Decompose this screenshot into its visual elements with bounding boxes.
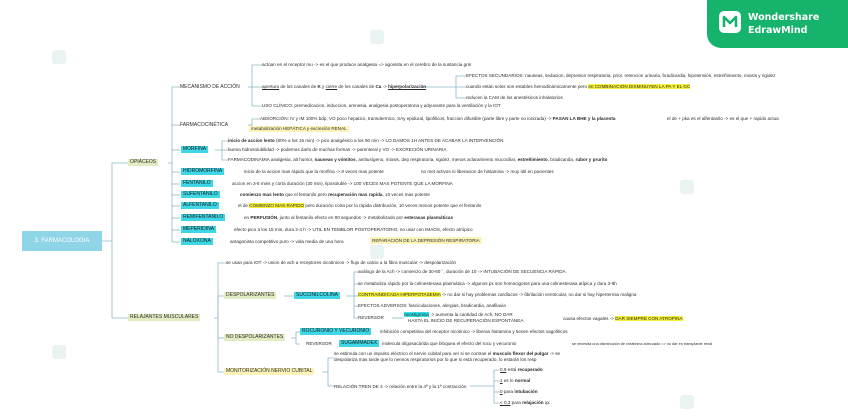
naloxona-note: REPARACIÓN DE LA DEPRESIÓN RESPIRATORIA [372,238,480,243]
rocuronio-desc: inhibición competitiva del receptor nicotinico -> liberan histamina y tienen efectos vagolíticos [380,329,568,334]
hidromorfina-note: no met activos ni liberacion de histamina -> muy útil en pacientes [421,169,554,174]
farmacocinetica-metabolizacion: metabolización HEPÁTICA y excreción RENAL [251,126,347,131]
meperidina-desc: efecto pico a los 15 min, dura 2-4 h -> UTIL EN TEMBLOR POSTOPERATORIO, no usar con IMAOS, efecto atrópico [234,227,473,232]
monitorizacion-tren-de-4: RELACIÓN TREN DE 4 -> relación entre la 4ª y la 1ª contracción [334,384,467,389]
brand-line-1: Wondershare [748,12,820,23]
topic-mecanismo[interactable]: MECANISMO DE ACCIÓN [180,84,240,90]
topic-monitorizacion[interactable]: MONITORIZACIÓN NERVIO CUBITAL [226,368,313,374]
hidromorfina-desc: inicio de la accion mas rápido que la morfina -> 8 veces mas potente [244,169,384,174]
topic-sufentanilo[interactable]: SUFENTANILO [183,191,218,197]
tof-relajacion: < 0,3 para relajación qx [500,400,550,405]
despol-reversor[interactable]: REVERSOR [358,315,384,320]
tof-intubacion: 0 para intubación [500,389,538,394]
topic-hidromorfina[interactable]: HIDROMORFINA [183,168,223,174]
edrawmind-icon [719,11,741,33]
sugammadex-desc: molecula oligosacárida que bloquea el efecto del rocu y vecuronio [382,341,517,346]
topic-fentanilo[interactable]: FENTANILO [183,180,211,186]
topic-rocuronio-vecuronio[interactable]: ROCURONIO Y VECURONIO [302,328,370,334]
fentanilo-desc: accion en 3-5 mins y corta duración (30 min), liposoluble -> 100 VECES MAS POTENTE QUE LA MORFINA [232,181,453,186]
topic-meperidina[interactable]: MEPERIDINA [183,226,215,232]
mecanismo-canales: apertura de los canales de K y cierre de los canales de Ca -> hiperpolarización [262,84,427,89]
brand-line-2: EdrawMind [748,25,808,36]
mecanismo-efectos-secundarios: EFECTOS SECUNDARIOS: nauseas, sedacion, depresion respiratoria, prior, retencion urinaria, bradicardia, hipotensión, estreñimiento, miosis y rigidez [466,73,776,78]
mecanismo-receptor: actúan en el receptor mu -> es el que produce analgesia => agonista en el cerebro de la sustancia gris [262,62,472,67]
mecanismo-uso-clinico: USO CLÍNICO: premedicacion, induccion, amnesia, analgesia postoperatoria y adyuvante para la ventilación y la IOT [262,103,501,108]
morfina-farmacodinamia: FARMACODINAMIA analgesia, alt humor, nauseas y vómitos, antitusígeno, miosis, dep respiratoria, rigidez, menos aclaramiento mucociliar, estreñimiento, bradicardia, rubor y prurito [228,157,608,162]
farmacocinetica-absorcion: ABSORCIÓN: IV y IM 100% bdp, VO poco hepatico, transdermico, SAy epidural, lipofilicos, fraccion difusible (parte libre y parte no ionizada) -> PASAN LA BHE y la placenta [260,116,616,121]
topic-sugammadex[interactable]: SUGAMMADEX [341,340,378,346]
neostigmina-line1: neostigmina -> aumenta la cantidad de Ach, NO DAR [404,312,513,317]
mecanismo-estables: cuando están solos son estables hemodinámicamente pero en COMBINACIÓN DISMINUYEN LA PA Y EL GC [466,84,691,89]
morfina-hidrosolubilidad: buena hidrosolubilidad -> podemos darlo de muchas formas -> parenteral y VO -> EXCRECIÓN URINARIA [228,147,447,152]
succinilcolina-analogo: análogo de la Ach -> comienzo de 30-60´´, duración de 10´-> INTUBACIÓN DE SECUENCIA RÁPIDA [358,269,566,274]
farmacocinetica-pka-note: el de + pka es el alfentanilo -> es el que + rapido actua [667,116,779,121]
succinilcolina-contraindicacion: CONTRAINDICADA HIPERPOTASEMIA -> no dar si hay problemas cardíacos -> fibrilación ventricular, no dar si hay hipertermia maligna [358,292,637,297]
succinilcolina-metabolismo: se metaboliza rápido por la colinesterasa plasmática -> algunos px son homocigotos para una colinesterasa atípica y dura 3-8h [358,281,617,286]
topic-alfentanilo[interactable]: ALFENTANILO [183,202,217,208]
topic-despolarizantes[interactable]: DESPOLARIZANTES [226,292,275,298]
relajantes-uso-iot: se usan para IOT -> union de ach a receptores nicotinicos -> flujo de calcio a la fibra muscular -> despolarización [226,260,457,265]
neostigmina-line2: HASTA EL INICIO DE RECUPERACIÓN ESPONTÁNEA [408,318,524,323]
topic-opiaceos[interactable]: OPIÁCEOS [130,159,157,165]
edrawmind-logo [707,0,848,48]
topic-naloxona[interactable]: NALOXONA [183,238,211,244]
remifentanilo-desc: en PERFUSIÓN, junto al fentanilo efecto en 90 segundos -> metabolizado por esterasas plasmáticas [244,215,454,220]
sugammadex-note: se necesita una disminución de creatinina adecuado => no dar en transplante renal [572,342,713,346]
tof-normal: 1 es lo normal [500,378,531,383]
topic-relajantes[interactable]: RELAJANTES MUSCULARES [130,314,199,320]
monitorizacion-despolariza: despolariza mas tarde que lo nervios respiratorios por lo que si está recuperado, lo estarán los resp [334,357,537,362]
neostigmina-vagales: causa efectos vagales -> DAR SIEMPRE CON ATROPINA [563,316,683,321]
topic-remifentanilo[interactable]: REMIFENTANILO [183,214,224,220]
naloxona-desc: antagonista competitivo puro -> vida media de una hora [230,239,344,244]
nodespol-reversor[interactable]: REVERSOR [306,341,332,346]
morfina-inicio: inicio de accion lento (80% a los 15 min) -> pico analgésico a los 90 min -> LO DAMOS 1H ANTES DE ACABAR LA INTERVENCIÓN [228,138,504,143]
topic-farmacocinetica[interactable]: FARMACOCINÉTICA [180,122,229,128]
succinilcolina-efectos-adversos: EFECTOS ADVERSOS: fasciculaciones, alergias, bradicardia, anafilaxia [358,303,506,308]
sufentanilo-desc: comienzo mas lento que el fentanilo pero recuperación mas rapida, 10 veces mas potente [240,192,430,197]
topic-no-despolarizantes[interactable]: NO DESPOLARIZANTES [226,334,284,340]
tof-recuperado: 0,9 está recuperado [500,367,543,372]
monitorizacion-estimulo: se estimula con un impulso eléctrico el nervio cubital para ver si se contrae el musculo flexor del pulgar -> se [334,351,561,356]
alfentanilo-desc: el de COMIENZO MAS RAPIDO pero duración corta por la rápida distribución, 10 veces menos potente que el fentanilo [238,203,482,208]
topic-succinilcolina[interactable]: SUCCINILCOLINA [296,292,338,298]
root-topic[interactable]: 3. FARMACOLOGIA [22,231,102,251]
mecanismo-cam: reducen la CAM de los anestésicos inhalatorios [466,95,563,100]
topic-morfina[interactable]: MORFINA [183,146,207,152]
